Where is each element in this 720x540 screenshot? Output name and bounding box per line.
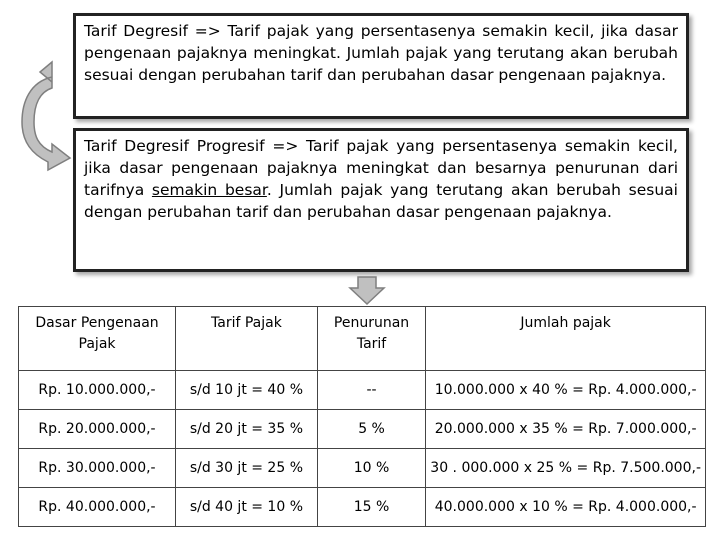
definition-text-degresif: Tarif Degresif => Tarif pajak yang persentasenya semakin kecil, jika dasar pengenaan pajaknya meningkat. Jumlah pajak yang terutang akan berubah sesuai dengan perubahan tarif dan perubahan dasar pengenaan pajaknya. <box>84 22 678 84</box>
cell-jumlah: 20.000.000 x 35 % = Rp. 7.000.000,- <box>426 410 706 449</box>
cell-tarif: s/d 10 jt = 40 % <box>176 371 318 410</box>
cell-jumlah: 10.000.000 x 40 % = Rp. 4.000.000,- <box>426 371 706 410</box>
definition-box-degresif <box>73 13 689 119</box>
cell-penurunan: 10 % <box>317 449 425 488</box>
table-row <box>19 488 706 527</box>
table-row <box>19 371 706 410</box>
cell-tarif: s/d 30 jt = 25 % <box>176 449 318 488</box>
cell-dasar: Rp. 30.000.000,- <box>19 449 176 488</box>
tax-table <box>18 306 706 527</box>
header-penurunan-tarif: Penurunan Tarif <box>317 307 425 371</box>
cell-jumlah: 30 . 000.000 x 25 % = Rp. 7.500.000,- <box>426 449 706 488</box>
cell-jumlah: 40.000.000 x 10 % = Rp. 4.000.000,- <box>426 488 706 527</box>
down-arrow-icon <box>348 276 386 306</box>
cell-penurunan: 15 % <box>317 488 425 527</box>
cell-dasar: Rp. 20.000.000,- <box>19 410 176 449</box>
curved-arrow-icon <box>8 58 78 178</box>
definition-text-underlined: semakin besar <box>151 181 267 199</box>
table-row <box>19 449 706 488</box>
definition-box-degresif-progresif <box>73 128 689 272</box>
cell-tarif: s/d 40 jt = 10 % <box>176 488 318 527</box>
cell-penurunan: -- <box>317 371 425 410</box>
header-dasar-pengenaan: Dasar Pengenaan Pajak <box>19 307 176 371</box>
definition-text-part1: Tarif Degresif Progresif => Tarif pajak yang persentasenya semakin kecil, jika dasar pengenaan pajaknya meningkat dan besarnya penurunan dari tarifnya <box>84 137 678 199</box>
header-jumlah-pajak: Jumlah pajak <box>426 307 706 371</box>
cell-penurunan: 5 % <box>317 410 425 449</box>
header-tarif-pajak: Tarif Pajak <box>176 307 318 371</box>
definition-text-part2: . Jumlah pajak yang terutang akan berubah sesuai dengan perubahan tarif dan perubahan dasar pengenaan pajaknya. <box>84 181 678 221</box>
cell-dasar: Rp. 40.000.000,- <box>19 488 176 527</box>
table-row <box>19 410 706 449</box>
table-header-row <box>19 307 706 371</box>
cell-tarif: s/d 20 jt = 35 % <box>176 410 318 449</box>
cell-dasar: Rp. 10.000.000,- <box>19 371 176 410</box>
